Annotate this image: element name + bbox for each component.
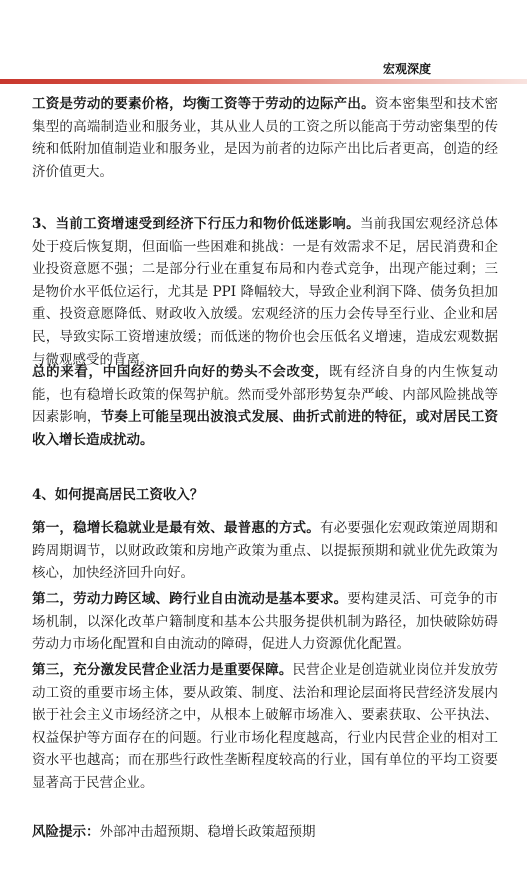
paragraph-lead: 第二，劳动力跨区域、跨行业自由流动是基本要求。 xyxy=(32,591,348,607)
paragraph-body: 既有经济自身的内生恢复动能，也有稳增长政策的保驾护航。然而受外部形势复杂严峻、内部风险挑战等因素影响， xyxy=(32,364,498,426)
paragraph-lead: 第一，稳增长稳就业是最有效、最普惠的方式。 xyxy=(32,520,320,536)
section-heading-4 xyxy=(32,484,498,507)
risk-text: 外部冲击超预期、稳增长政策超预期 xyxy=(99,824,316,840)
paragraph-body: 民营企业是创造就业岗位并发放劳动工资的重要市场主体，要从政策、制度、法治和理论层面将民营经济发展内嵌于社会主义市场经济之中，从根本上破解市场准入、要素获取、公平执法、权益保护等方面存在的问题。行业市场化程度越高，行业内民营企业的相对工资水平也越高；而在那些行政性垄断程度较高的行业，国有单位的平均工资要显著高于民营企业。 xyxy=(32,662,499,791)
paragraph-lead: 总的来看，中国经济回升向好的势头不会改变， xyxy=(32,364,329,380)
risk-warning xyxy=(32,821,498,844)
paragraph-body: 要构建灵活、可竞争的市场机制，以深化改革户籍制度和基本公共服务提供机制为路径，加快破除妨碍劳动力市场化配置和自由流动的障碍，促进人力资源优化配置。 xyxy=(32,591,499,653)
paragraph-third-measure xyxy=(32,659,498,795)
paragraph-lead: 第三，充分激发民营企业活力是重要保障。 xyxy=(32,662,293,678)
paragraph-body: 当前我国宏观经济总体处于疫后恢复期，但面临一些困难和挑战：一是有效需求不足，居民消费和企业投资意愿不强；二是部分行业在重复布局和内卷式竞争，出现产能过剩；三是物价水平低位运行，尤其是 PPI 降幅较大，导致企业利润下降、债务负担加重、投资意愿降低、财政收入放缓。宏观经济的压力会传导至行业、企业和居民，导致实际工资增速放缓；而低迷的物价也会压低名义增速，造成宏观数据与微观感受的背离。 xyxy=(32,216,498,368)
risk-label: 风险提示： xyxy=(32,824,100,840)
paragraph-body: 资本密集型和技术密集型的高端制造业和服务业，其从业人员的工资之所以能高于劳动密集型的传统和低附加值制造业和服务业，是因为前者的边际产出比后者更高，创造的经济价值更大。 xyxy=(32,96,499,180)
paragraph-wage-growth-pressure xyxy=(32,213,498,371)
paragraph-first-measure xyxy=(32,517,498,585)
paragraph-overall-outlook xyxy=(32,361,498,451)
header-divider xyxy=(0,79,527,84)
paragraph-second-measure xyxy=(32,588,498,656)
paragraph-lead: 工资是劳动的要素价格，均衡工资等于劳动的边际产出。 xyxy=(32,96,375,112)
paragraph-labor-price xyxy=(32,93,498,183)
section-label: 宏观深度 xyxy=(382,62,431,76)
section-heading-text: 4、如何提高居民工资收入？ xyxy=(32,487,204,503)
paragraph-emphasis: 节奏上可能呈现出波浪式发展、曲折式前进的特征，或对居民工资收入增长造成扰动。 xyxy=(32,409,499,448)
section-heading-3: 3、当前工资增速受到经济下行压力和物价低迷影响。 xyxy=(32,216,360,232)
paragraph-body: 有必要强化宏观政策逆周期和跨周期调节，以财政政策和房地产政策为重点、以提振预期和就业优先政策为核心，加快经济回升向好。 xyxy=(32,520,499,582)
